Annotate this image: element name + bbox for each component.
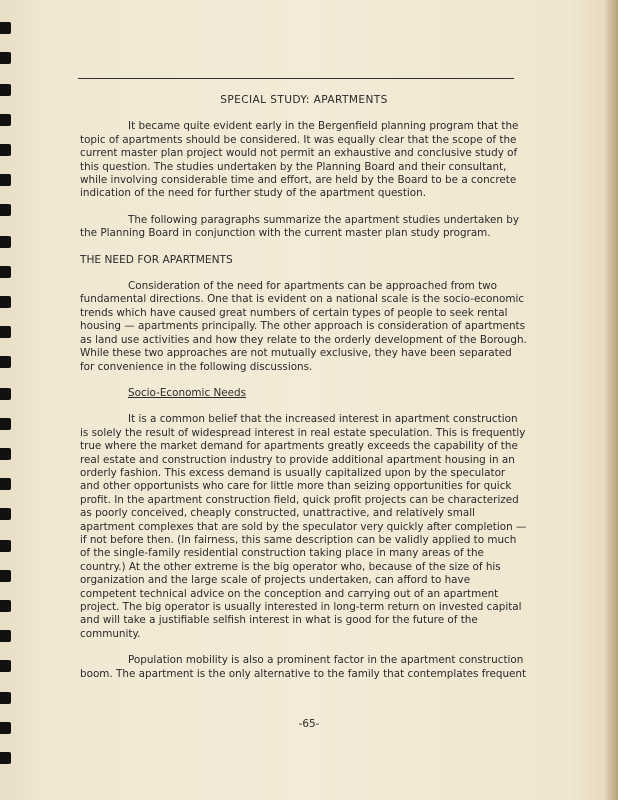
binding-hole	[0, 84, 11, 96]
binding-hole	[0, 418, 11, 430]
binding-hole	[0, 22, 11, 34]
binding-hole	[0, 204, 11, 216]
page-title: SPECIAL STUDY: APARTMENTS	[220, 94, 388, 106]
binding-hole	[0, 326, 11, 338]
intro-paragraph: It became quite evident early in the Bergenfield planning program that the topic of apartments should be considered. It was equally clear that the scope of the current master plan project would not permit an exhaustive and conclusive study of this question. The studies undertaken by the Planning Board and their consultant, while involving considerable time and effort, are held by the Board to be a concrete indication of the need for further study of the apartment question.	[80, 120, 519, 200]
binding-hole	[0, 752, 11, 764]
intro-paragraph: The following paragraphs summarize the apartment studies undertaken by the Planning Board in conjunction with the current master plan study program.	[80, 213, 520, 240]
binding-hole	[0, 692, 11, 704]
section-heading: THE NEED FOR APARTMENTS	[80, 253, 233, 266]
binding-hole	[0, 600, 11, 612]
binding-hole	[0, 266, 11, 278]
subsection-heading: Socio-Economic Needs	[128, 386, 247, 399]
binding-hole	[0, 660, 11, 672]
binding-hole	[0, 388, 11, 400]
binding-hole	[0, 114, 11, 126]
binding-hole	[0, 296, 11, 308]
binding-hole	[0, 540, 11, 552]
spiral-binding	[0, 0, 14, 800]
binding-hole	[0, 174, 11, 186]
binding-hole	[0, 236, 11, 248]
binding-hole	[0, 508, 11, 520]
binding-hole	[0, 570, 11, 582]
page-edge-shadow	[604, 0, 618, 800]
subsection-paragraph: It is a common belief that the increased interest in apartment construction is solely the result of widespread interest in real estate speculation. This is frequently true where the market demand for apartments greatly exceeds the capability of the real estate and construction industry to provide additional apartment housing in an orderly fashion. This excess demand is usually capitalized upon by the speculator and other opportunists who care for little more than seizing opportunities for quick profit. In the apartment construction field, quick profit projects can be characterized as poorly conceived, cheaply constructed, unattractive, and relatively small apartment complexes that are sold by the speculator very quickly after completion — if not before then. (In fairness, this same description can be validly applied to much of the single-family residential construction taking place in many areas of the country.) At the other extreme is the big operator who, because of the size of his organization and the large scale of projects undertaken, can afford to have competent technical advice on the conception and carrying out of an apartment project. The big operator is usually interested in long-term return on invested capital and will take a justifiable selfish interest in what is good for the future of the community.	[80, 413, 527, 640]
binding-hole	[0, 630, 11, 642]
binding-hole	[0, 478, 11, 490]
document-body	[80, 94, 528, 694]
section-paragraph: Consideration of the need for apartments can be approached from two fundamental directions. One that is evident on a national scale is the socio-economic trends which have caused great numbers of certain types of people to seek rental housing — apartments principally. The other approach is consideration of apartments as land use activities and how they relate to the orderly development of the Borough. While these two approaches are not mutually exclusive, they have been separated for convenience in the following discussions.	[80, 280, 527, 373]
binding-hole	[0, 144, 11, 156]
header-rule	[78, 78, 514, 79]
binding-hole	[0, 52, 11, 64]
page-number: -65-	[298, 718, 320, 730]
subsection-paragraph: Population mobility is also a prominent factor in the apartment construction boom. The apartment is the only alternative to the family that contemplates frequent	[80, 654, 527, 680]
binding-hole	[0, 356, 11, 368]
binding-hole	[0, 448, 11, 460]
